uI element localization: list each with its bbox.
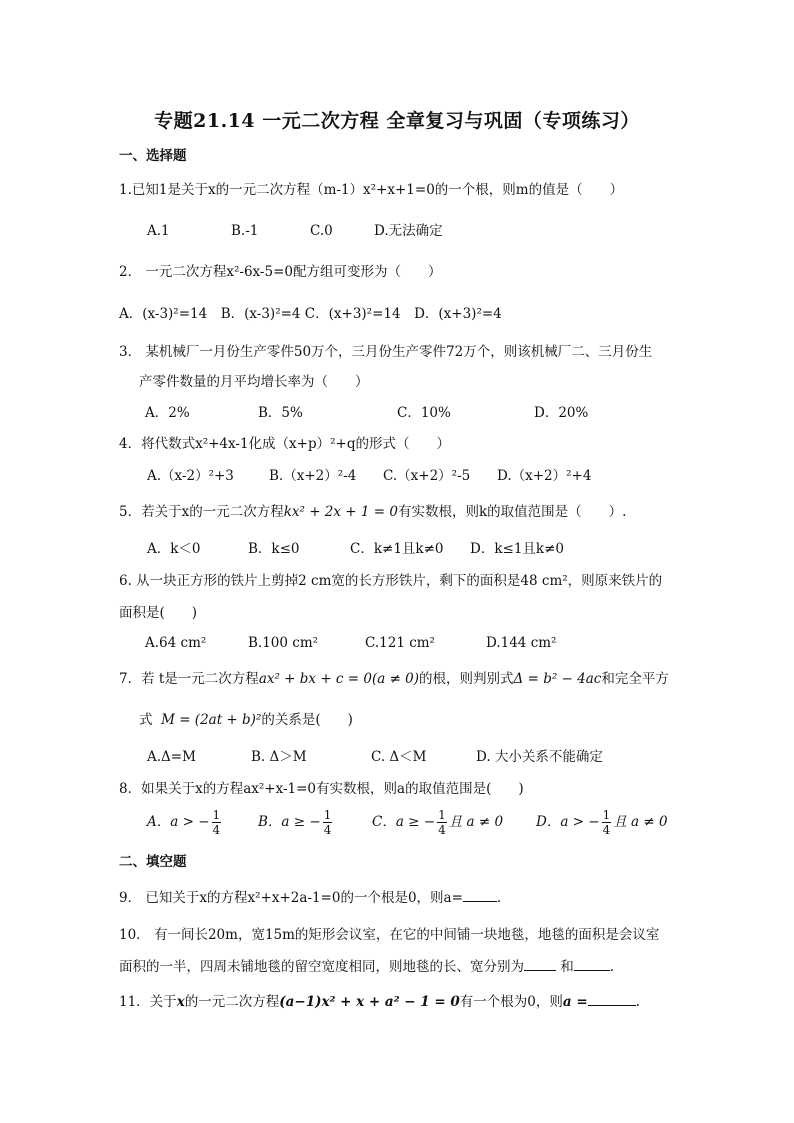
question-6-line2: 面积是( ): [119, 605, 198, 621]
q8-option-d-expr: D．a > −: [536, 814, 600, 830]
q5-option-a: A．k＜0: [147, 541, 201, 557]
q8-option-c-post: 且 a ≠ 0: [448, 814, 504, 830]
q8-option-a: [147, 808, 223, 837]
q5-equation: kx² + 2x + 1 = 0: [283, 504, 398, 520]
q8-fraction-b: [323, 808, 333, 837]
q7-discriminant: Δ = b² − 4ac: [513, 671, 602, 687]
q11-variable: x: [176, 994, 185, 1010]
q7-line2-pre: 式: [139, 712, 153, 728]
q8-option-d-post: 且 a ≠ 0: [613, 814, 668, 830]
q6-option-c: C.121 cm²: [365, 635, 435, 651]
q5-option-c: C．k≠1且k≠0: [350, 541, 444, 557]
q5-option-b: B．k≤0: [248, 541, 300, 557]
q11-mid2: 有一个根为0，则: [459, 994, 563, 1010]
q7-square-expr: M = (2at + b)²: [161, 712, 262, 728]
question-2-text: 2． 一元二次方程x²-6x-5=0配方组可变形为（ ）: [119, 264, 442, 280]
q7-equation: ax² + bx + c = 0(a ≠ 0): [258, 671, 420, 687]
q1-option-b: B.-1: [231, 223, 259, 239]
question-3-line1: 3． 某机械厂一月份生产零件50万个，三月份生产零件72万个，则该机械厂二、三月份生: [119, 344, 653, 360]
q6-option-d: D.144 cm²: [486, 635, 557, 651]
fraction-numerator: 1: [438, 808, 446, 822]
q8-fraction-c: [437, 808, 447, 837]
q11-answer-blank[interactable]: [588, 993, 636, 1006]
q3-option-d: D．20%: [534, 405, 589, 421]
question-11-line: [119, 993, 640, 1011]
q6-option-a: A.64 cm²: [145, 635, 207, 651]
q8-fraction-d: [602, 808, 612, 837]
fraction-denominator: 4: [602, 823, 611, 837]
q1-option-d: D.无法确定: [374, 223, 443, 239]
q4-option-d: D.（x+2）²+4: [497, 468, 592, 484]
q2-options: A．(x-3)²=14 B．(x-3)²=4 C．(x+3)²=14 D．(x+3)²=4: [119, 306, 502, 322]
q11-post: .: [635, 994, 640, 1010]
q7-option-b: B. Δ＞M: [251, 749, 307, 765]
section-fill-heading: 二、填空题: [119, 854, 187, 870]
question-9-line: [119, 889, 501, 907]
q7-option-c: C. Δ＜M: [371, 749, 427, 765]
q8-option-c: [372, 808, 503, 837]
q4-option-c: C.（x+2）²-5: [383, 468, 471, 484]
q6-option-b: B.100 cm²: [248, 635, 319, 651]
q10-width-blank[interactable]: [574, 958, 610, 971]
q9-answer-blank[interactable]: [463, 889, 497, 902]
q10-length-blank[interactable]: [524, 958, 556, 971]
question-7-line1: [119, 670, 669, 688]
q11-mid: 的一元二次方程: [184, 994, 280, 1010]
q3-option-c: C．10%: [397, 405, 451, 421]
fraction-denominator: 4: [212, 823, 221, 837]
q7-post: 和完全平方: [601, 671, 669, 687]
q10-line2-mid: 和: [556, 959, 574, 975]
q11-a-equals: a =: [562, 994, 588, 1010]
q9-post: .: [496, 890, 502, 906]
question-3-line2: 产零件数量的月平均增长率为（ ）: [139, 374, 369, 390]
q1-option-a: A.1: [147, 223, 170, 239]
fraction-numerator: 1: [323, 808, 332, 822]
q7-option-d: D. 大小关系不能确定: [476, 749, 603, 765]
question-10-line2: [119, 958, 614, 976]
q7-mid: 的根，则判别式: [419, 671, 514, 687]
q4-option-a: A.（x-2）²+3: [147, 468, 234, 484]
question-7-line2: [139, 711, 353, 729]
q11-pre: 11．关于: [119, 994, 177, 1010]
q10-line2-pre: 面积的一半，四周未铺地毯的留空宽度相同，则地毯的长、宽分别为: [119, 959, 524, 975]
question-6-line1: 6. 从一块正方形的铁片上剪掉2 cm宽的长方形铁片，剩下的面积是48 cm²，则原来铁片的: [119, 573, 663, 589]
question-10-line1: 10． 有一间长20m，宽15m的矩形会议室，在它的中间铺一块地毯，地毯的面积是会议室: [119, 927, 660, 943]
q5-pre: 5．若关于x的一元二次方程: [119, 504, 284, 520]
q9-pre: 9． 已知关于x的方程x²+x+2a-1=0的一个根是0，则a=: [119, 890, 463, 906]
fraction-numerator: 1: [602, 808, 611, 822]
question-5-line: [119, 503, 626, 521]
q7-line2-post: 的关系是( ): [261, 712, 353, 728]
page-title: 专题21.14 一元二次方程 全章复习与巩固（专项练习）: [154, 110, 640, 132]
question-8-text: 8．如果关于x的方程ax²+x-1=0有实数根，则a的取值范围是( ): [119, 781, 524, 797]
fraction-numerator: 1: [212, 808, 221, 822]
q3-option-b: B．5%: [258, 405, 303, 421]
q11-equation: (a−1)x² + x + a² − 1 = 0: [279, 994, 460, 1010]
q1-option-c: C.0: [310, 223, 333, 239]
q5-option-d: D．k≤1且k≠0: [470, 541, 564, 557]
q8-option-d: [536, 808, 668, 837]
q3-option-a: A．2%: [145, 405, 190, 421]
q8-fraction-a: [212, 808, 222, 837]
q7-pre: 7．若 t是一元二次方程: [119, 671, 259, 687]
question-4-text: 4．将代数式x²+4x-1化成（x+p）²+q的形式（ ）: [119, 436, 450, 452]
question-1-text: 1.已知1是关于x的一元二次方程（m-1）x²+x+1=0的一个根，则m的值是（ ）: [119, 182, 624, 198]
fraction-denominator: 4: [438, 823, 446, 837]
q7-option-a: A.Δ=M: [147, 749, 196, 765]
section-choice-heading: 一、选择题: [119, 148, 187, 164]
q5-post: 有实数根，则k的取值范围是（ ）.: [397, 504, 627, 520]
q8-option-b-expr: B．a ≥ −: [258, 814, 321, 830]
q8-option-b: [258, 808, 334, 837]
fraction-denominator: 4: [323, 823, 332, 837]
q8-option-c-expr: C．a ≥ −: [372, 814, 436, 830]
q8-option-a-expr: A．a > −: [147, 814, 210, 830]
q4-option-b: B.（x+2）²-4: [269, 468, 357, 484]
q10-line2-post: .: [609, 959, 615, 975]
